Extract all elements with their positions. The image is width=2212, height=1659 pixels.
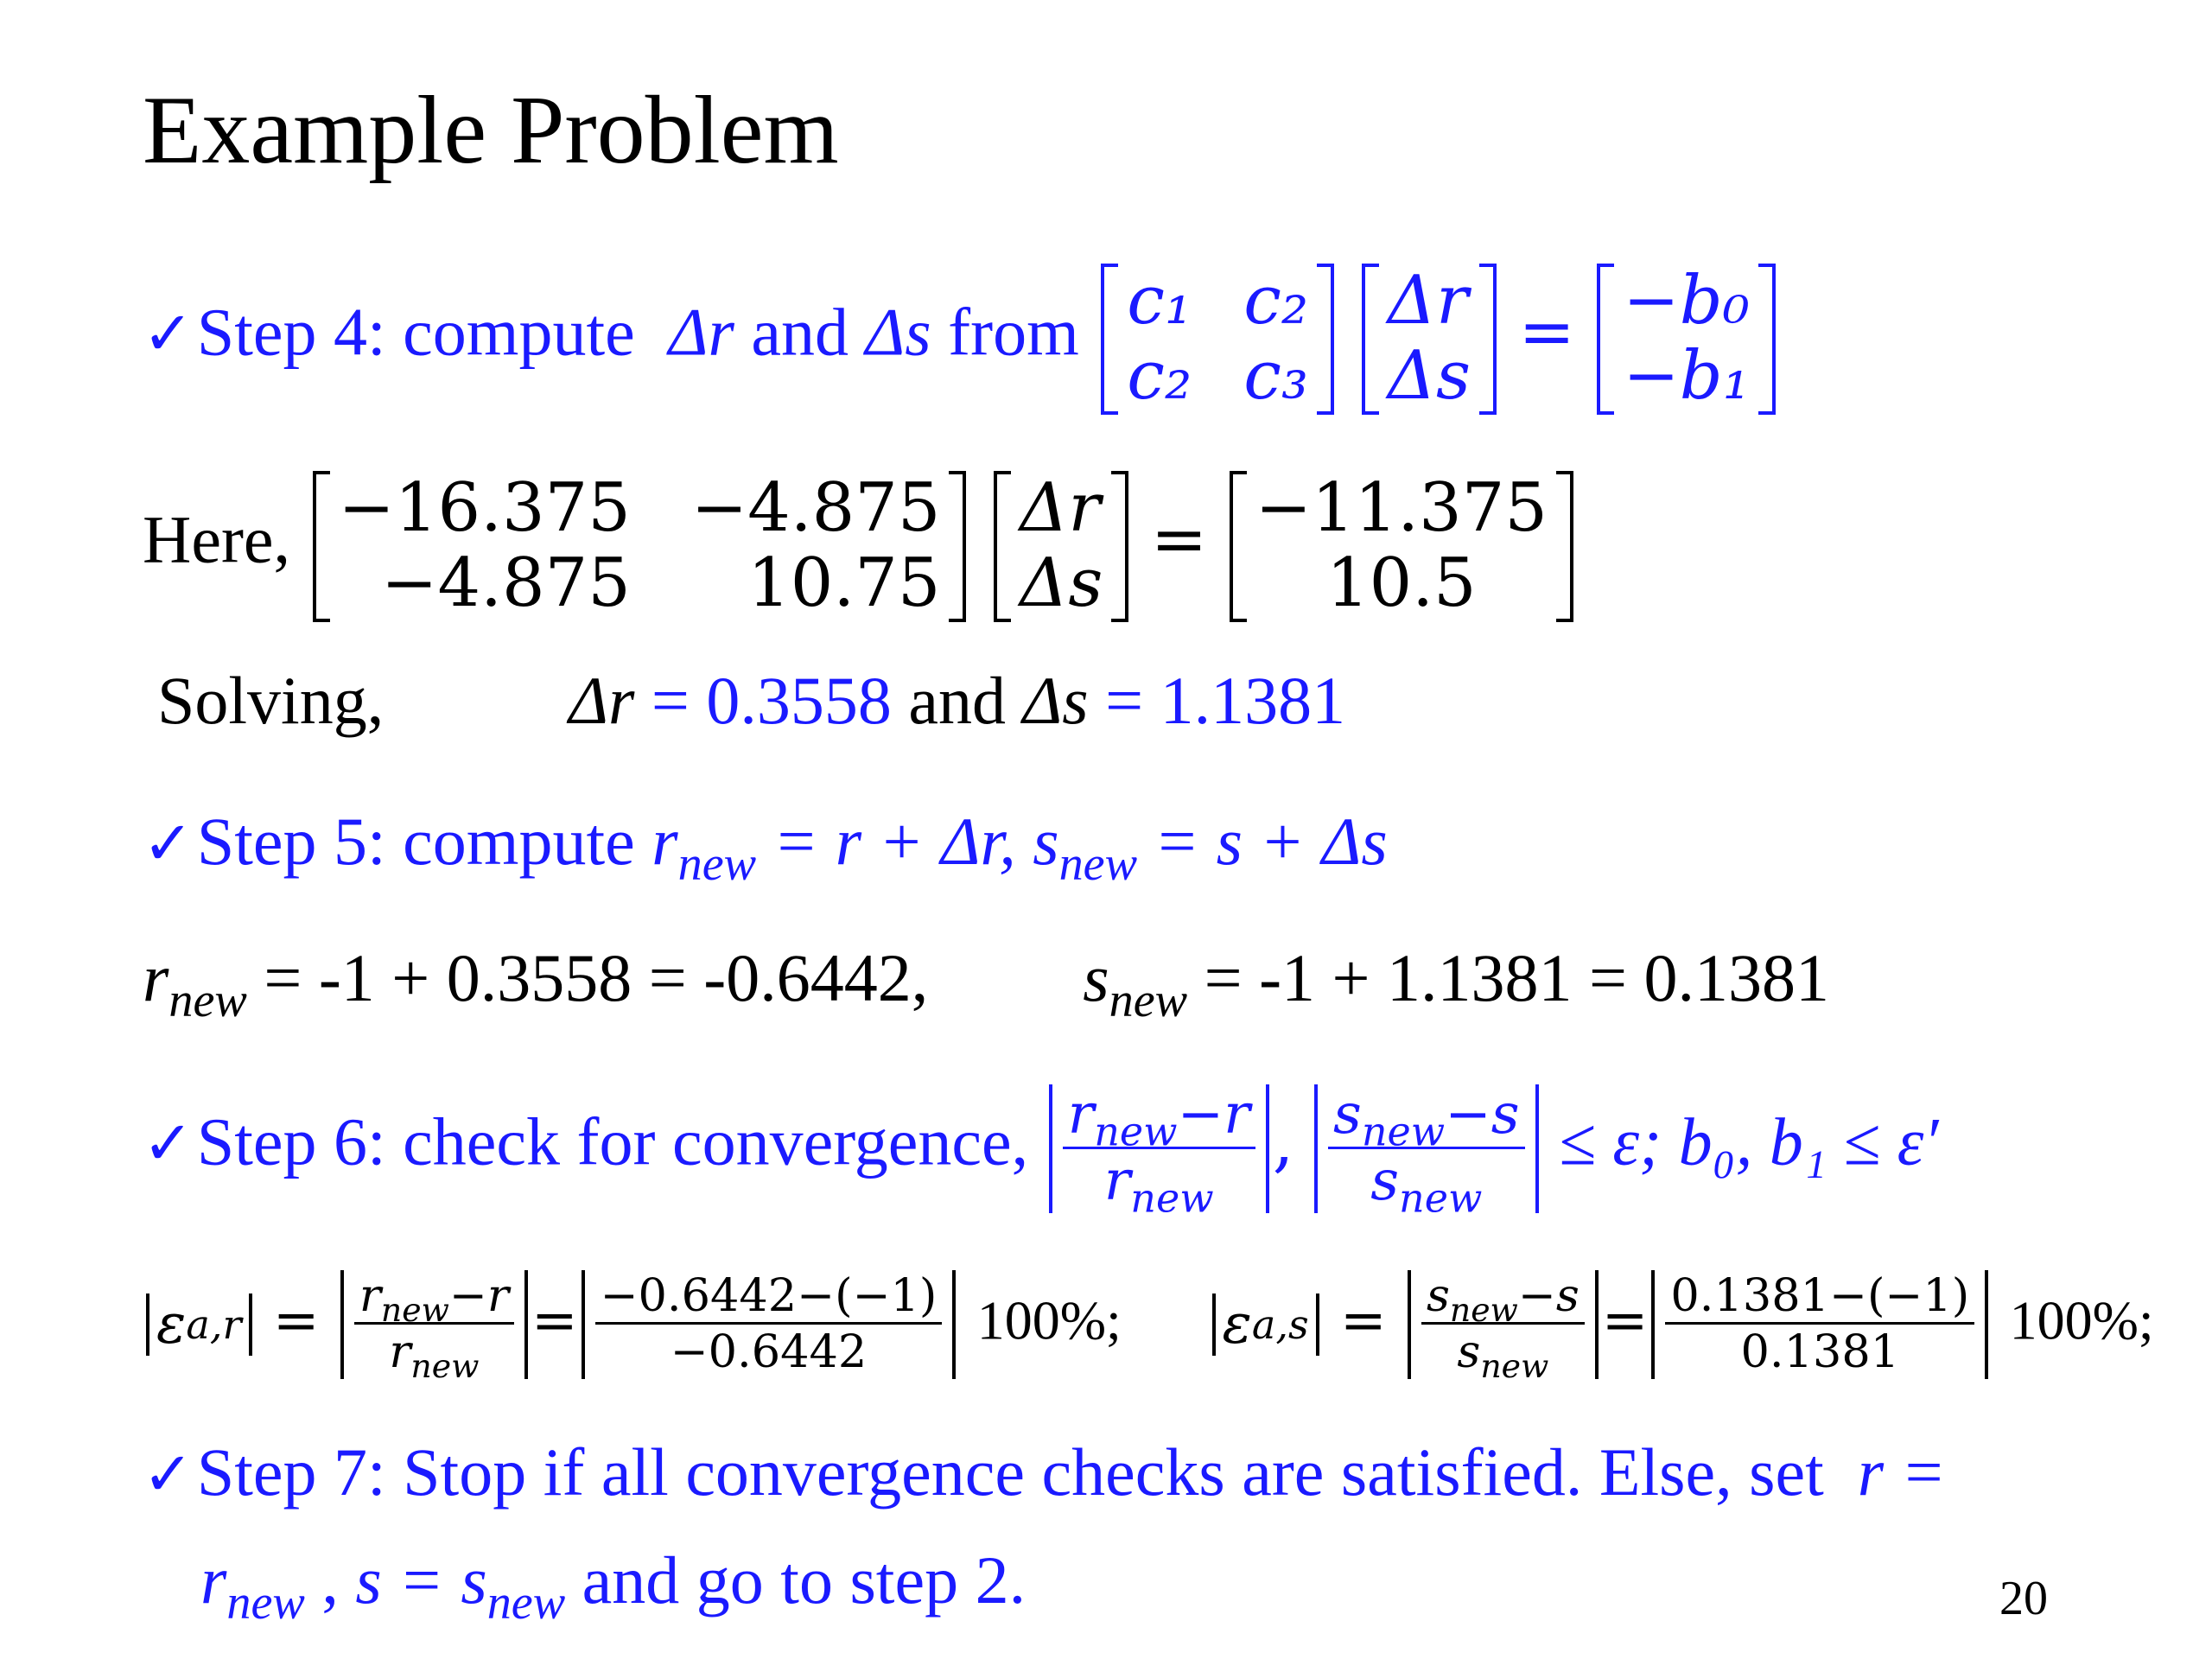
comma: , — [1272, 1103, 1294, 1181]
subscript-new: new — [1480, 1347, 1549, 1386]
frac-s-symbol: s — [1370, 1148, 1400, 1213]
rnew-snew-line — [143, 940, 1830, 1027]
subscript-new: new — [1449, 1291, 1518, 1330]
page-number: 20 — [1999, 1572, 2048, 1625]
subscript-new: new — [1399, 1174, 1483, 1222]
checkmark-icon: ✓ — [143, 1108, 194, 1179]
frac-r-symbol: r — [389, 1325, 411, 1379]
frac-s-symbol: s — [1333, 1083, 1362, 1147]
epsilon-symbol: ε — [156, 1292, 187, 1357]
solving-ds-value: = 1.1381 — [1105, 663, 1346, 738]
step4-dr: Δr — [668, 294, 734, 370]
step6-line — [143, 1083, 1939, 1222]
error-s-denominator: 0.1381 — [1740, 1325, 1900, 1379]
subscript-new: new — [1361, 1108, 1446, 1155]
subscript-new: new — [168, 973, 247, 1027]
frac-r-symbol: r — [1067, 1083, 1095, 1147]
vector-cell: Δr — [1387, 262, 1469, 340]
error-r-denominator: −0.6442 — [670, 1325, 868, 1379]
convergence-condition: ≤ ε; b₀, b₁ ≤ ε′ — [1559, 1103, 1939, 1179]
subscript-new: new — [677, 836, 757, 891]
matrix-cell: c₂ — [1127, 337, 1192, 416]
error-s-values — [1651, 1270, 1988, 1379]
here-line — [143, 471, 1579, 622]
checkmark-icon: ✓ — [143, 808, 194, 879]
step7-s: s — [461, 1542, 487, 1618]
subscript-new: new — [410, 1347, 480, 1386]
error-r-numerator: −0.6442−(−1) — [595, 1274, 943, 1325]
vector-cell: Δs — [1387, 337, 1471, 416]
subscript-new: new — [1094, 1108, 1178, 1155]
matrix-cell: c₁ — [1127, 262, 1192, 340]
comma: , — [321, 1542, 339, 1618]
rnew-r: r — [143, 940, 169, 1015]
error-r-values — [582, 1270, 957, 1379]
frac-s-symbol: s — [1426, 1269, 1450, 1322]
subscript-new: new — [1130, 1174, 1214, 1222]
step4-ds: Δs — [865, 294, 931, 370]
step5-line — [143, 804, 1388, 891]
percent-s: 100%; — [2009, 1289, 2154, 1351]
step7-r-eq: r = — [1857, 1434, 1947, 1510]
checkmark-icon: ✓ — [143, 1439, 194, 1510]
solving-label: Solving, — [157, 663, 385, 738]
equals-sign: = — [1339, 1288, 1387, 1353]
vector-cell: −b₁ — [1623, 337, 1750, 416]
matrix-cell: c₃ — [1243, 337, 1309, 416]
step6-text: Step 6: check for convergence, — [196, 1103, 1029, 1179]
coefficient-matrix-numeric — [313, 471, 967, 622]
frac-minus-s: −s — [1445, 1083, 1520, 1147]
here-label: Here, — [143, 501, 291, 577]
subscript-new: new — [226, 1575, 305, 1630]
subscript-new: new — [1109, 973, 1188, 1027]
unknown-vector-symbolic — [1362, 264, 1497, 415]
solving-dr-value: = 0.3558 — [651, 663, 892, 738]
rhs-vector-numeric — [1230, 471, 1573, 622]
relative-change-s — [1314, 1083, 1539, 1222]
vector-cell: −b₀ — [1623, 262, 1750, 340]
subscript-new: new — [380, 1291, 449, 1330]
vector-cell: Δs — [1019, 544, 1103, 623]
epsilon-symbol: ε — [1222, 1292, 1252, 1357]
step5-expr-r: = r + Δr, — [772, 804, 1016, 879]
frac-minus-r: −r — [1177, 1083, 1250, 1147]
matrix-cell: −4.875 — [381, 544, 631, 623]
equals-sign: = — [1601, 1288, 1649, 1353]
step7-tail: and go to step 2. — [582, 1542, 1027, 1618]
step7-s-eq: s = — [355, 1542, 444, 1618]
solving-ds: Δs — [1022, 663, 1089, 738]
vector-cell: Δr — [1019, 469, 1101, 547]
step5-s: s — [1033, 804, 1059, 879]
equals-sign: = — [272, 1288, 320, 1353]
frac-minus-s: −s — [1517, 1269, 1580, 1322]
coefficient-matrix-symbolic — [1101, 264, 1334, 415]
frac-s-symbol: s — [1457, 1325, 1481, 1379]
snew-s: s — [1083, 940, 1109, 1015]
error-s-numerator: 0.1381−(−1) — [1665, 1274, 1974, 1325]
vector-cell: −11.375 — [1255, 469, 1548, 547]
matrix-cell: −4.875 — [690, 469, 941, 547]
relative-change-r — [1049, 1083, 1269, 1222]
frac-minus-r: −r — [448, 1269, 509, 1322]
percent-r: 100%; — [976, 1289, 1122, 1351]
step4-text: Step 4: compute — [196, 294, 635, 370]
matrix-cell: 10.75 — [747, 544, 941, 623]
rhs-vector-symbolic — [1597, 264, 1776, 415]
step7-r: r — [200, 1542, 227, 1618]
error-s-abs: ε a,s — [1212, 1294, 1319, 1356]
snew-expression: = -1 + 1.1381 = 0.1381 — [1204, 940, 1830, 1015]
step7-line2 — [200, 1542, 1027, 1630]
step5-r: r — [652, 804, 678, 879]
equals-sign: = — [1150, 500, 1208, 579]
step4-from: from — [948, 294, 1079, 370]
checkmark-icon: ✓ — [143, 298, 194, 370]
subscript-new: new — [486, 1575, 566, 1630]
unknown-vector-numeric — [994, 471, 1128, 622]
step7-text: Step 7: Stop if all convergence checks are satisfied. Else, set — [196, 1434, 1824, 1510]
matrix-cell: −16.375 — [338, 469, 631, 547]
step4-line — [143, 264, 1781, 415]
error-r-fraction — [340, 1269, 528, 1386]
solving-line — [157, 663, 1346, 738]
step7-line1 — [143, 1434, 1947, 1510]
page-title: Example Problem — [143, 77, 839, 184]
frac-r-symbol: r — [1103, 1148, 1131, 1213]
step5-text: Step 5: compute — [196, 804, 635, 879]
solving-dr: Δr — [569, 663, 635, 738]
error-s-fraction — [1408, 1269, 1599, 1386]
error-r-abs: ε a,r — [146, 1294, 252, 1356]
error-line — [143, 1269, 2154, 1386]
matrix-cell: c₂ — [1243, 262, 1309, 340]
rnew-expression: = -1 + 0.3558 = -0.6442, — [264, 940, 929, 1015]
vector-cell: 10.5 — [1326, 544, 1477, 623]
solving-and: and — [908, 663, 1006, 738]
equals-sign: = — [1518, 293, 1575, 372]
step5-expr-s: = s + Δs — [1154, 804, 1388, 879]
frac-r-symbol: r — [359, 1269, 381, 1322]
equals-sign: = — [531, 1288, 578, 1353]
subscript-new: new — [1058, 836, 1138, 891]
step4-and: and — [751, 294, 849, 370]
